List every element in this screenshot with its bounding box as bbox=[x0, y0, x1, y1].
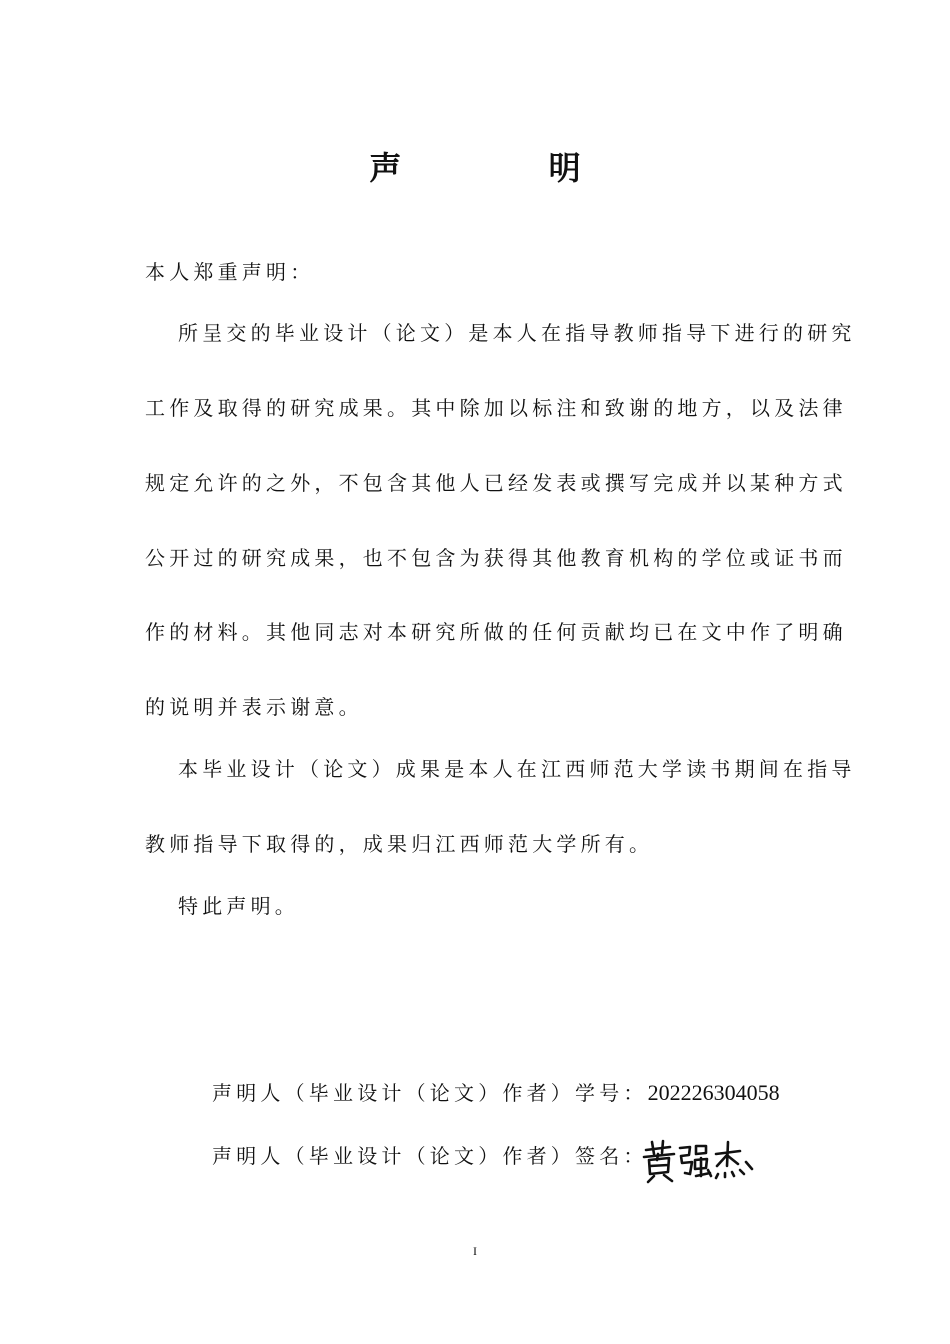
paragraph1-line-6: 的说明并表示谢意。 bbox=[145, 695, 363, 719]
intro-line: 本人郑重声明： bbox=[145, 260, 315, 284]
page-title: 声 明 bbox=[369, 149, 649, 187]
paragraph1-line-4: 公开过的研究成果，也不包含为获得其他教育机构的学位或证书而 bbox=[145, 546, 847, 570]
paragraph1-line-2: 工作及取得的研究成果。其中除加以标注和致谢的地方，以及法律 bbox=[145, 396, 847, 420]
paragraph1-line-5: 作的材料。其他同志对本研究所做的任何贡献均已在文中作了明确 bbox=[145, 620, 847, 644]
signature-row bbox=[212, 1141, 648, 1171]
student-id-value: 202226304058 bbox=[647, 1080, 780, 1105]
page-number: I bbox=[473, 1244, 477, 1258]
paragraph2-line-1: 本毕业设计（论文）成果是本人在江西师范大学读书期间在指导 bbox=[178, 757, 856, 781]
paragraph1-line-3: 规定允许的之外，不包含其他人已经发表或撰写完成并以某种方式 bbox=[145, 471, 847, 495]
student-id-label: 声明人（毕业设计（论文）作者）学号： bbox=[212, 1081, 648, 1105]
handwritten-signature bbox=[640, 1136, 760, 1186]
closing-line: 特此声明。 bbox=[178, 894, 299, 918]
signature-label: 声明人（毕业设计（论文）作者）签名： bbox=[212, 1144, 648, 1168]
paragraph2-line-2: 教师指导下取得的，成果归江西师范大学所有。 bbox=[145, 832, 654, 856]
paragraph1-line-1: 所呈交的毕业设计（论文）是本人在指导教师指导下进行的研究 bbox=[178, 321, 856, 345]
student-id-row bbox=[212, 1078, 780, 1108]
